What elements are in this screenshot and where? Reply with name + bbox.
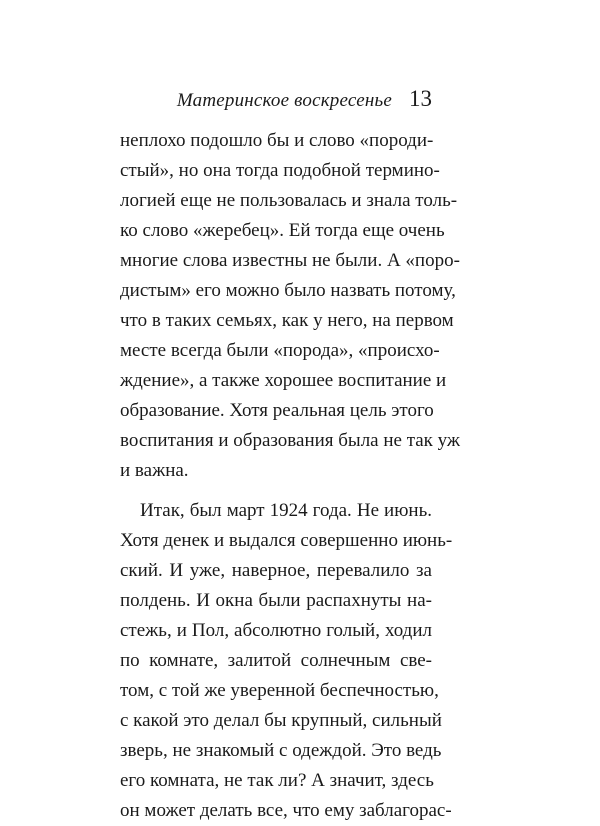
text-line: дистым» его можно было назвать потому,: [120, 280, 456, 301]
text-line: что в таких семьях, как у него, на первом: [120, 310, 454, 331]
text-line: многие слова известны не были. А «поро-: [120, 250, 460, 271]
paragraph-1: [120, 126, 461, 486]
text-line: полдень. И окна были распахнуты на-: [120, 590, 432, 611]
text-line: его комната, не так ли? А значит, здесь: [120, 770, 434, 791]
text-line: ко слово «жеребец». Ей тогда еще очень: [120, 220, 445, 241]
text-line: стый», но она тогда подобной термино-: [120, 160, 440, 181]
text-line: стежь, и Пол, абсолютно голый, ходил: [120, 620, 432, 641]
text-line: том, с той же уверенной беспечностью,: [120, 680, 439, 701]
paragraph-gap: [120, 486, 432, 496]
text-line: он может делать все, что ему заблагорас-: [120, 800, 452, 821]
page-number: 13: [409, 86, 432, 111]
text-line: месте всегда были «порода», «происхо-: [120, 340, 440, 361]
text-line: по комнате, залитой солнечным све-: [120, 650, 432, 671]
page-header: [120, 84, 432, 118]
body-text: [120, 126, 461, 826]
text-line: зверь, не знакомый с одеждой. Это ведь: [120, 740, 442, 761]
text-line: и важна.: [120, 460, 189, 481]
text-line: воспитания и образования была не так уж: [120, 430, 461, 451]
text-line: логией еще не пользовалась и знала толь-: [120, 190, 458, 211]
text-line: неплохо подошло бы и слово «породи-: [120, 130, 434, 151]
text-line: образование. Хотя реальная цель этого: [120, 400, 434, 421]
paragraph-2: [120, 496, 453, 826]
text-line: ский. И уже, наверное, перевалило за: [120, 560, 432, 581]
text-line: Хотя денек и выдался совершенно июнь-: [120, 530, 453, 551]
text-line: Итак, был март 1924 года. Не июнь.: [140, 500, 432, 521]
text-line: с какой это делал бы крупный, сильный: [120, 710, 442, 731]
running-title: Материнское воскресенье: [176, 90, 392, 111]
text-line: ждение», а также хорошее воспитание и: [120, 370, 447, 391]
